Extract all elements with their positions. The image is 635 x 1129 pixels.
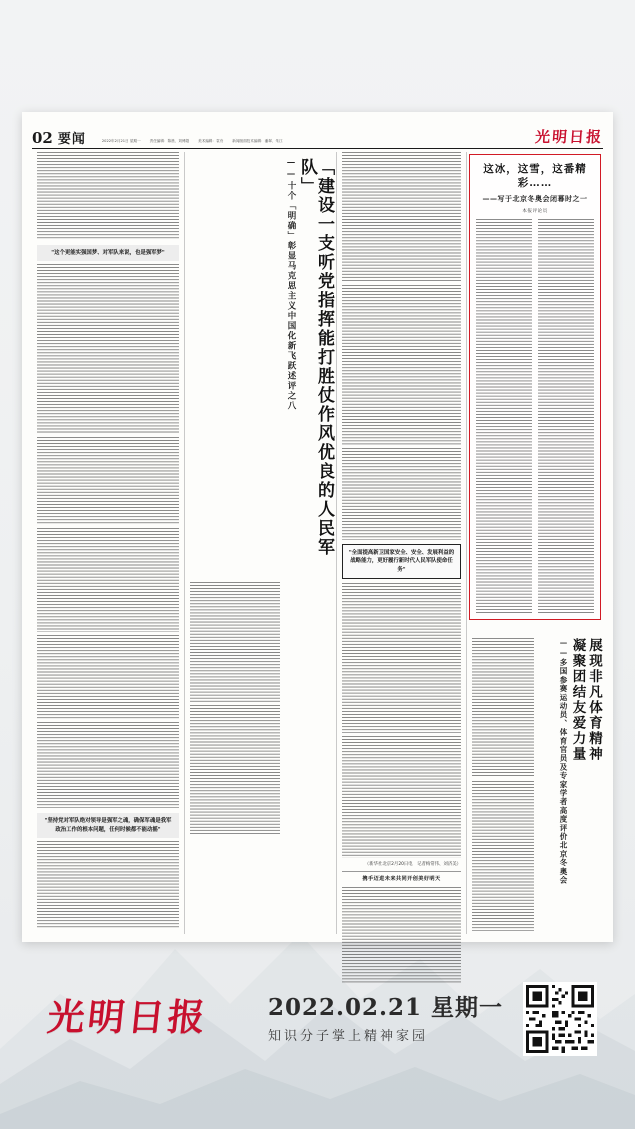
body-text — [37, 635, 179, 719]
editorial-box[interactable] — [469, 154, 601, 620]
masthead-tech-editor: 新闻版面技术编辑：潘翠、朱江 — [232, 139, 283, 144]
footer-date: 2022.02.21 星期一 — [268, 994, 504, 1021]
page-section-label: 要闻 — [57, 132, 86, 147]
column-divider-rule — [342, 871, 461, 872]
column-4 — [466, 152, 603, 934]
subhead-c1-a: "这个更能实强国梦、对军队来说，也是强军梦" — [37, 245, 179, 261]
body-text — [37, 528, 179, 632]
secondary-headline-vertical — [560, 638, 601, 938]
body-text — [37, 841, 179, 929]
editorial-body-text — [476, 219, 532, 615]
editorial-title: 这冰，这雪，这番精彩…… — [483, 163, 587, 189]
masthead-date: 2022年2月21日 星期一 — [101, 139, 141, 144]
headline-sub-text: ——十个「明确」彰显马克思主义中国化新飞跃述评之八 — [286, 158, 296, 411]
masthead-art-editor: 美术编辑：袁舟 — [198, 139, 224, 144]
column-1 — [32, 152, 184, 934]
column-3 — [336, 152, 466, 934]
body-text — [37, 264, 179, 434]
body-text — [190, 582, 280, 702]
newspaper-logo: 光明日报 — [534, 128, 604, 146]
qr-code-image — [526, 985, 594, 1053]
body-text — [37, 722, 179, 808]
footer-slogan: 知识分子掌上精神家园 — [268, 1029, 429, 1044]
headline-main-text: 「建设一支听党指挥能打胜仗作风优良的人民军队」 — [297, 158, 334, 557]
footer-band — [0, 949, 635, 1129]
body-text — [342, 448, 461, 540]
qr-code[interactable] — [523, 982, 597, 1056]
secondary-headline-line-1: 展现非凡体育精神 — [586, 638, 602, 762]
body-text — [190, 705, 280, 835]
column-2 — [184, 152, 336, 934]
body-text — [37, 437, 179, 525]
editorial-byline: 本报评论员 — [522, 209, 548, 215]
body-text — [342, 285, 461, 445]
article-columns — [32, 152, 603, 934]
subhead-c1-b: "坚持党对军队绝对领导是强军之魂，确保军魂是我军政治工作的根本问题，任何时候都不能动摇" — [37, 813, 179, 838]
footer-brand-logo: 光明日报 — [45, 995, 210, 1039]
page-number: 02 — [32, 129, 53, 147]
masthead-metadata — [102, 140, 283, 146]
body-text — [472, 781, 534, 931]
body-text — [342, 152, 461, 282]
main-headline-vertical — [287, 158, 333, 578]
secondary-headline-sub: ——多国参赛运动员、体育官员及专家学者高度评价北京冬奥会 — [559, 638, 568, 885]
secondary-headline-line-2: 凝聚团结友爱力量 — [569, 638, 586, 762]
subhead-c3: 携手迈进未来共同开创美好明天 — [362, 876, 441, 883]
subhead-c2-a: "全面提高新卫国家安全、安全、发展利益的战略能力，更好履行新时代人民军队使命任务" — [342, 544, 461, 579]
editorial-body-columns — [476, 219, 594, 615]
body-text — [37, 152, 179, 240]
editorial-body-text — [538, 219, 594, 615]
article-credit: （新华社北京2月20日电 记者梅常伟、刘济美） — [364, 862, 461, 868]
newspaper-page[interactable] — [22, 112, 613, 942]
masthead — [32, 120, 603, 149]
masthead-editor: 责任编辑：陈晨、刘博超 — [149, 139, 190, 144]
body-text — [342, 736, 461, 858]
body-text — [342, 583, 461, 733]
body-text — [472, 638, 534, 778]
editorial-subtitle: ——写于北京冬奥会闭幕时之一 — [482, 195, 588, 204]
